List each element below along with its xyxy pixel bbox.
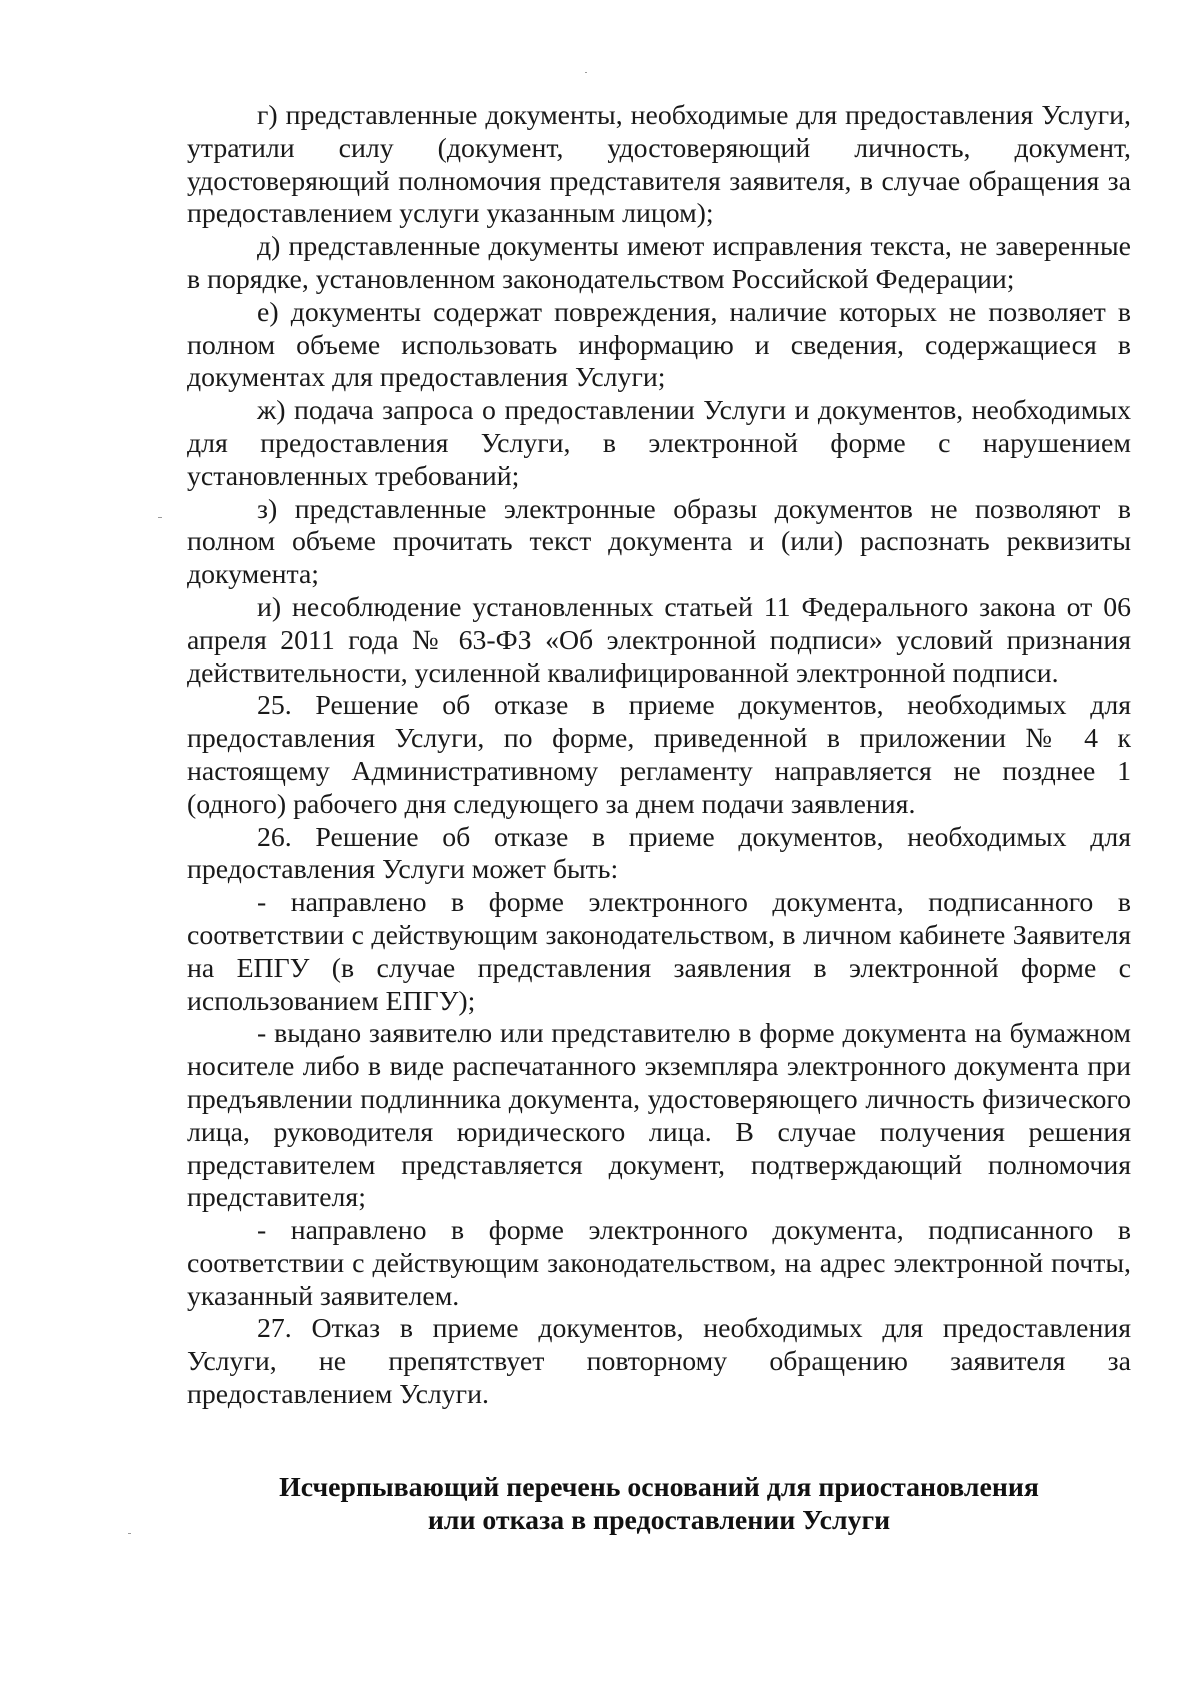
section-heading-line-2: или отказа в предоставлении Услуги: [427, 1505, 891, 1536]
paragraph-item-z: з) представленные электронные образы документов не позволяют в полном объеме прочитать текст документа и (или) распознать реквизиты документа;: [187, 493, 1131, 591]
scan-speck: [158, 517, 162, 518]
paragraph-item-zh: ж) подача запроса о предоставлении Услуги и документов, необходимых для предоставления Услуги, в электронной форме с нарушением установленных требований;: [187, 395, 1131, 492]
paragraph-item-i: и) несоблюдение установленных статьей 11 Федерального закона от 06 апреля 2011 года № 63-ФЗ «Об электронной подписи» условий признания действительности, усиленной квалифицированной электронной подписи.: [187, 591, 1131, 689]
section-heading: [187, 1471, 1131, 1537]
paragraph-bullet-1: - направлено в форме электронного документа, подписанного в соответствии с действующим законодательством, в личном кабинете Заявителя на ЕПГУ (в случае представления заявления в электронной форме с использованием ЕПГУ);: [187, 887, 1131, 1017]
paragraph-bullet-2: - выдано заявителю или представителю в форме документа на бумажном носителе либо в виде распечатанного экземпляра электронного документа при предъявлении подлинника документа, удостоверяющего личность физического лица, руководителя юридического лица. В случае получения решения представителем представляется документ, подтверждающий полномочия представителя;: [187, 1018, 1131, 1214]
paragraph-item-d: д) представленные документы имеют исправления текста, не заверенные в порядке, установленном законодательством Российской Федерации;: [187, 231, 1131, 295]
scan-speck: [585, 72, 587, 73]
paragraph-bullet-3: - направлено в форме электронного документа, подписанного в соответствии с действующим законодательством, на адрес электронной почты, указанный заявителем.: [187, 1215, 1131, 1312]
paragraph-item-g: г) представленные документы, необходимые для предоставления Услуги, утратили силу (документ, удостоверяющий личность, документ, удостоверяющий полномочия представителя заявителя, в случае обращения за предоставлением услуги указанным лицом);: [187, 100, 1131, 230]
paragraph-clause-25: 25. Решение об отказе в приеме документов, необходимых для предоставления Услуги, по форме, приведенной в приложении № 4 к настоящему Административному регламенту направляется не позднее 1 (одного) рабочего дня следующего за днем подачи заявления.: [187, 690, 1131, 820]
paragraph-item-e: е) документы содержат повреждения, наличие которых не позволяет в полном объеме использовать информацию и сведения, содержащиеся в документах для предоставления Услуги;: [187, 296, 1131, 394]
section-heading-line-1: Исчерпывающий перечень оснований для приостановления: [279, 1472, 1039, 1503]
scan-speck: [128, 1533, 131, 1534]
paragraph-clause-27: 27. Отказ в приеме документов, необходимых для предоставления Услуги, не препятствует повторному обращению заявителя за предоставлением Услуги.: [187, 1313, 1131, 1411]
paragraph-clause-26: 26. Решение об отказе в приеме документов, необходимых для предоставления Услуги может быть:: [187, 821, 1131, 886]
document-body: [187, 100, 1131, 1412]
